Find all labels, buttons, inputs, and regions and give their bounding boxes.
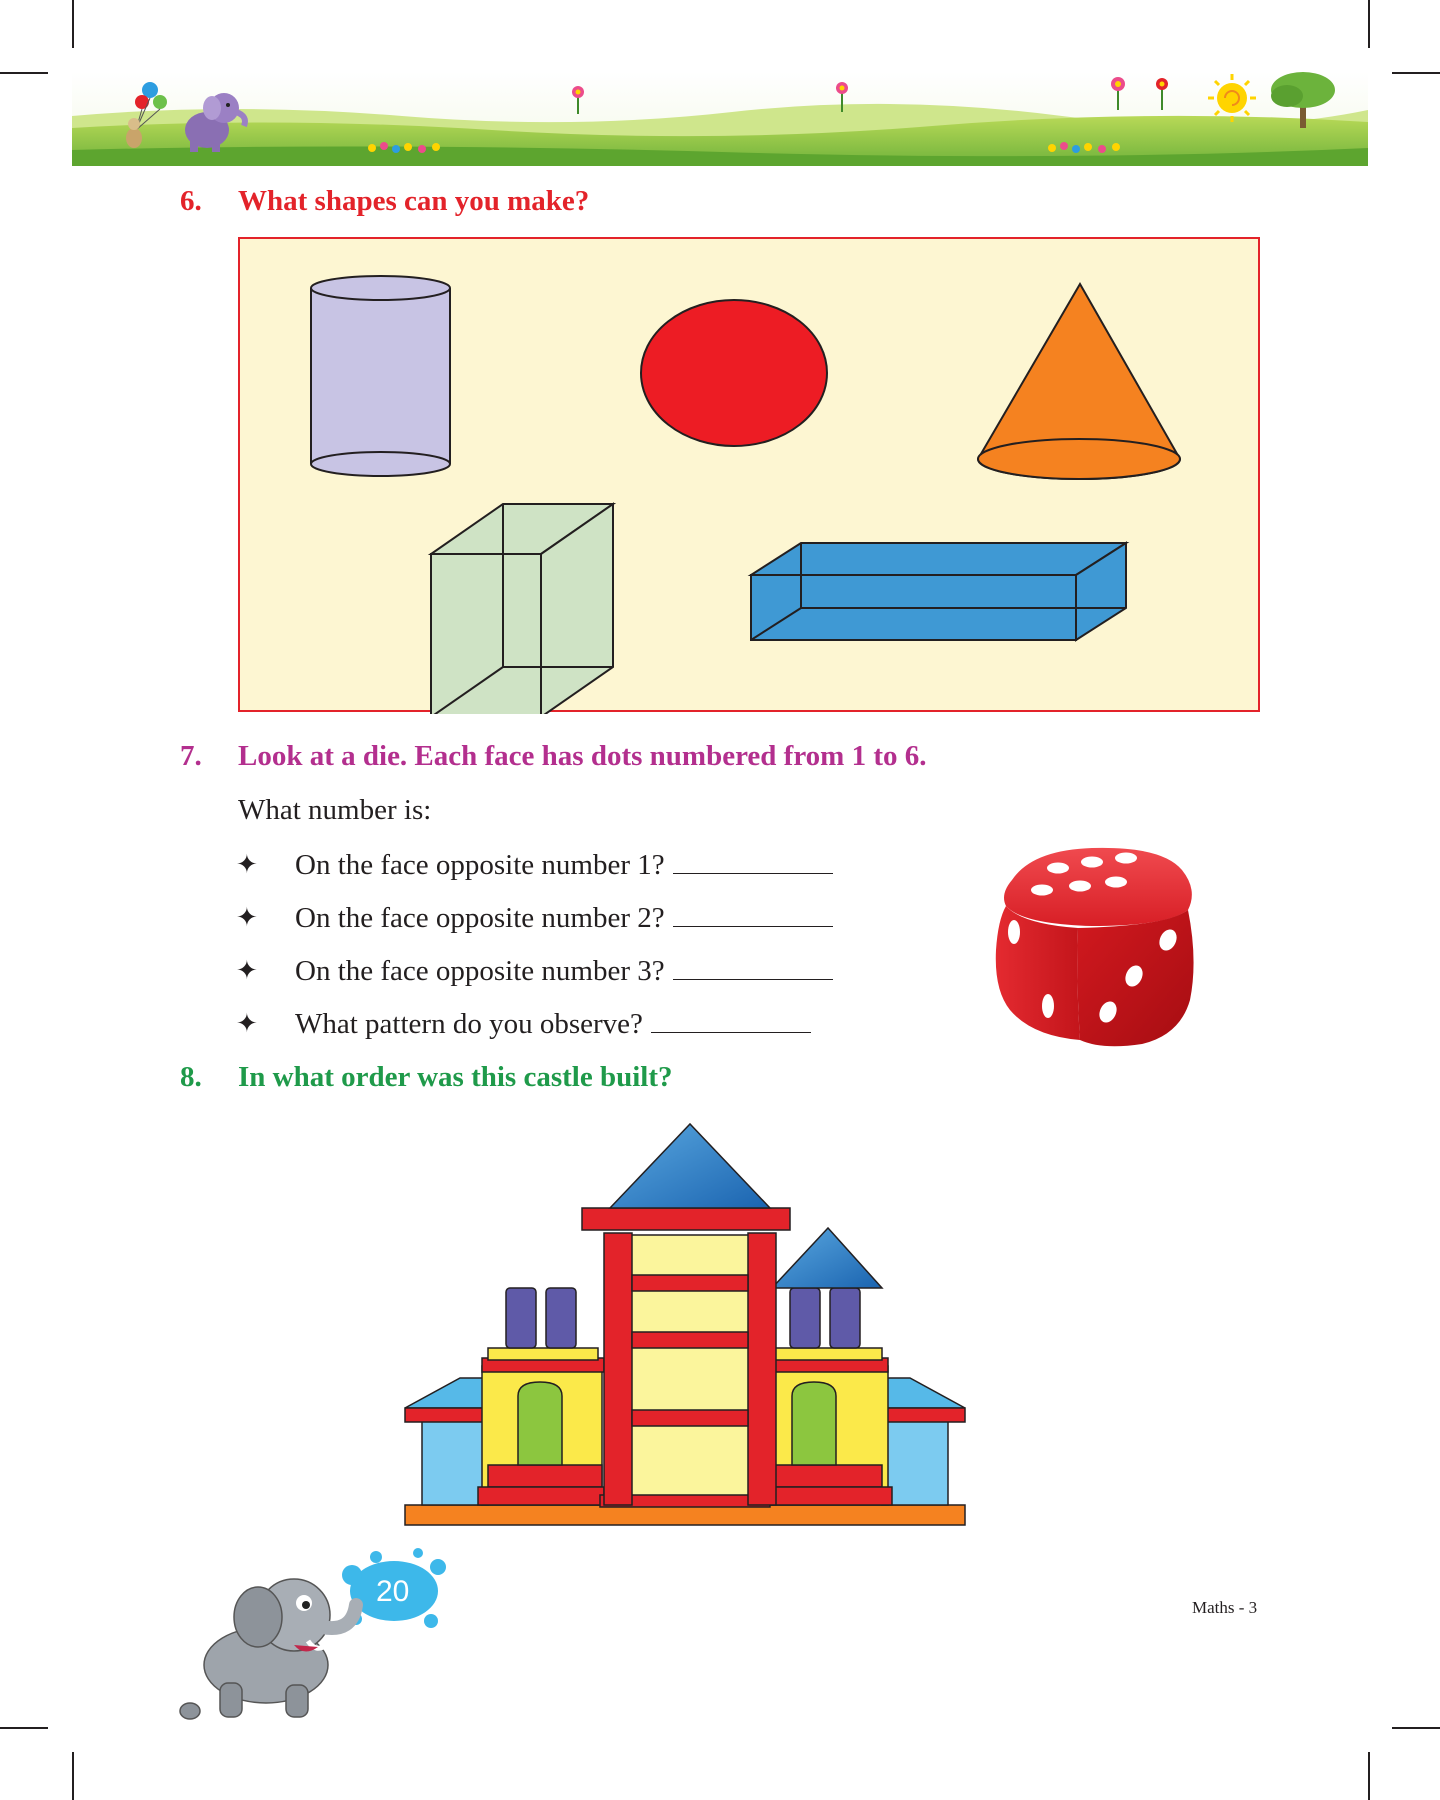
book-label: Maths - 3 xyxy=(1192,1598,1258,1617)
cylinder-icon xyxy=(311,276,450,476)
crop-mark xyxy=(1392,72,1440,74)
cone-icon xyxy=(978,284,1180,479)
question-7-item: On the face opposite number 2? xyxy=(295,900,833,935)
crop-mark xyxy=(72,0,74,48)
question-8-number: 8. xyxy=(180,1061,202,1093)
crop-mark xyxy=(0,1727,48,1729)
die-icon xyxy=(992,840,1200,1050)
question-7-item: What pattern do you observe? xyxy=(295,1006,811,1041)
question-6-title: What shapes can you make? xyxy=(238,185,590,217)
question-7-item: On the face opposite number 1? xyxy=(295,847,833,882)
castle-icon xyxy=(400,1120,970,1530)
answer-blank[interactable] xyxy=(651,1006,811,1033)
bullet-star-icon: ✦ xyxy=(236,850,258,879)
sphere-icon xyxy=(641,300,827,446)
bullet-star-icon: ✦ xyxy=(236,956,258,985)
elephant-mascot-icon xyxy=(176,1545,446,1730)
bullet-star-icon: ✦ xyxy=(236,1009,258,1038)
cube-icon xyxy=(431,504,613,714)
question-6-number: 6. xyxy=(180,185,202,217)
header-banner xyxy=(72,72,1368,166)
question-7-prompt: What number is: xyxy=(238,794,432,826)
bullet-star-icon: ✦ xyxy=(236,903,258,932)
answer-blank[interactable] xyxy=(673,900,833,927)
page-number: 20 xyxy=(376,1575,410,1608)
question-7-title: Look at a die. Each face has dots numbered from 1 to 6. xyxy=(238,740,927,772)
question-8-title: In what order was this castle built? xyxy=(238,1061,673,1093)
answer-blank[interactable] xyxy=(673,847,833,874)
answer-blank[interactable] xyxy=(673,953,833,980)
question-7-item: On the face opposite number 3? xyxy=(295,953,833,988)
question-7-number: 7. xyxy=(180,740,202,772)
crop-mark xyxy=(72,1752,74,1800)
crop-mark xyxy=(1368,0,1370,48)
shapes-panel xyxy=(238,237,1260,712)
crop-mark xyxy=(0,72,48,74)
crop-mark xyxy=(1368,1752,1370,1800)
cuboid-icon xyxy=(751,543,1126,640)
crop-mark xyxy=(1392,1727,1440,1729)
